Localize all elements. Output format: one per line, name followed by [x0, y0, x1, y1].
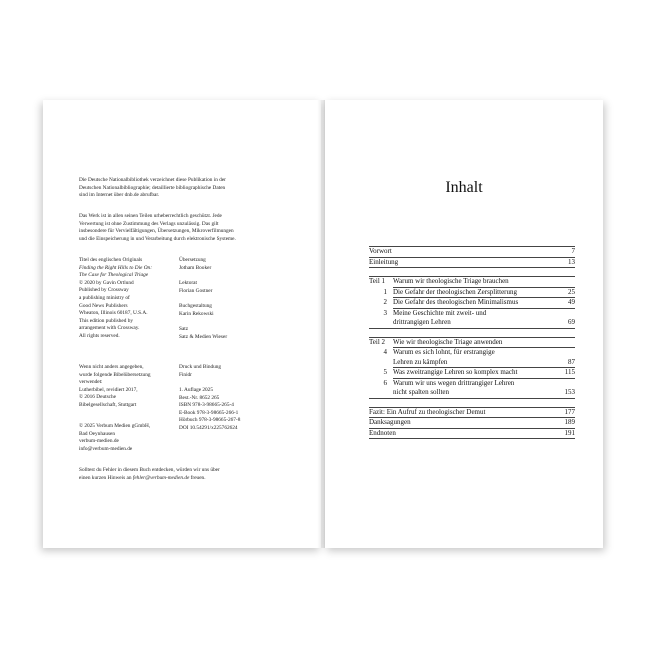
- chapter-number: 6: [383, 378, 387, 387]
- errata-email: fehler@verbum-medien.de: [132, 474, 190, 481]
- toc-page: 49: [568, 298, 575, 306]
- toc-chapter-2: [369, 298, 575, 308]
- toc-entry-preface: [369, 247, 575, 257]
- chapter-title-cont: Lehren zu kämpfen: [393, 357, 448, 366]
- text-line: arrangement with Crossway.: [79, 325, 140, 332]
- toc-entry-endnotes: [369, 429, 575, 439]
- toc-entry-acknowledgements: [369, 418, 575, 428]
- text-line: The Case for Theological Triage: [79, 272, 149, 279]
- text-line: E-Book 978-3-98665-266-1: [179, 409, 239, 416]
- text-line: info@verbum-medien.de: [79, 445, 133, 452]
- toc-page: 69: [568, 318, 575, 326]
- text-line: Bibelgesellschaft, Stuttgart: [79, 401, 137, 408]
- toc-entry-conclusion: [369, 408, 575, 418]
- text-line: a publishing ministry of: [79, 294, 130, 301]
- toc-page: 13: [568, 257, 575, 266]
- table-of-contents: [369, 246, 575, 439]
- text-line: und die Einspeicherung in und Verarbeitung durch elektronische Systeme.: [79, 235, 236, 242]
- text-line: Die Deutsche Nationalbibliothek verzeichnet diese Publikation in der: [79, 177, 226, 183]
- text-line: Buchgestaltung: [179, 303, 212, 309]
- credits-typesetting: [179, 326, 227, 341]
- text-line: Lutherbibel, revidiert 2017,: [79, 386, 138, 393]
- publisher-block: [79, 423, 174, 453]
- chapter-title: Die Gefahr des theologischen Minimalismus: [393, 298, 519, 306]
- text-line: DOI 10.54291/x225762624: [179, 424, 238, 431]
- text-line: verwendet:: [79, 379, 103, 386]
- imprint-para-1: [79, 177, 289, 200]
- chapter-title-cont: nicht spalten sollten: [393, 388, 449, 396]
- part-title: Warum wir theologische Triage brauchen: [393, 277, 509, 285]
- part-title: Wie wir theologische Triage anwenden: [393, 337, 503, 346]
- toc-label: Danksagungen: [369, 418, 411, 426]
- text-line: All rights reserved.: [79, 332, 120, 339]
- divider: [369, 438, 575, 439]
- text-line: Karin Rekowski: [179, 310, 214, 317]
- text-line: insbesondere für Vervielfältigungen, Übersetzungen, Mikroverfilmungen: [79, 228, 234, 235]
- text-line: Florian Gostner: [179, 287, 213, 294]
- toc-page: 25: [568, 287, 575, 296]
- toc-chapter-5: [369, 368, 575, 378]
- toc-chapter-6-cont: [369, 388, 575, 398]
- toc-page: 7: [571, 247, 575, 255]
- part-label: Teil 2: [369, 337, 386, 346]
- part-label: Teil 1: [369, 277, 386, 285]
- toc-chapter-3: [369, 309, 575, 319]
- credits-editing: [179, 280, 212, 295]
- errata-text: einen kurzen Hinweis an: [79, 474, 133, 481]
- chapter-title: Die Gefahr der theologischen Zersplitterung: [393, 287, 518, 296]
- bible-translation-block: [79, 364, 174, 410]
- text-line: [79, 475, 294, 483]
- text-line: ISBN 978-3-98665-265-4: [179, 402, 234, 409]
- text-line: Jotham Booker: [179, 264, 212, 271]
- credits-design: [179, 303, 214, 318]
- text-line: Finding the Right Hills to Die On:: [79, 264, 152, 271]
- toc-chapter-1: [369, 288, 575, 298]
- text-line: Wheaton, Illinois 60187, U.S.A.: [79, 310, 148, 317]
- toc-page: 177: [564, 407, 575, 416]
- toc-chapter-6: [369, 379, 575, 389]
- errata-note: [79, 467, 294, 482]
- toc-part-1: [369, 277, 575, 287]
- chapter-number: 1: [383, 287, 387, 296]
- text-line: Published by Crossway: [79, 287, 129, 294]
- toc-page: 153: [564, 388, 575, 396]
- contents-page: [325, 100, 603, 548]
- toc-page: 115: [564, 368, 575, 376]
- original-title-block: [79, 257, 174, 341]
- toc-label: Vorwort: [369, 247, 392, 255]
- toc-page: 189: [564, 418, 575, 426]
- text-line: Druck und Bindung: [179, 364, 222, 370]
- text-line: wurde folgende Bibelübersetzung: [79, 371, 151, 378]
- text-line: This edition published by: [79, 317, 133, 324]
- chapter-title: Warum es sich lohnt, für erstrangige: [393, 348, 495, 356]
- text-line: Wenn nicht anders angegeben,: [79, 364, 144, 370]
- text-line: © 2020 by Gavin Ortlund: [79, 279, 134, 286]
- text-line: sind im Internet über dnb.de abrufbar.: [79, 192, 160, 199]
- toc-chapter-3-cont: [369, 318, 575, 328]
- toc-chapter-4-cont: [369, 358, 575, 368]
- chapter-number: 2: [383, 298, 387, 306]
- toc-chapter-4: [369, 348, 575, 358]
- imprint-para-2: [79, 213, 299, 243]
- text-line: Übersetzung: [179, 257, 206, 263]
- text-line: Lektorat: [179, 280, 197, 286]
- chapter-title: Meine Geschichte mit zweit- und: [393, 308, 487, 317]
- toc-label: Einleitung: [369, 257, 399, 266]
- credits-printing: [179, 364, 221, 379]
- chapter-title-cont: drittrangigen Lehren: [393, 318, 451, 326]
- toc-label: Fazit: Ein Aufruf zu theologischer Demut: [369, 407, 486, 416]
- chapter-number: 4: [383, 348, 387, 356]
- text-line: Satz: [179, 326, 189, 332]
- text-line: Solltest du Fehler in diesem Buch entdecken, würden wir uns über: [79, 467, 220, 473]
- text-line: Bad Oeynhausen: [79, 430, 116, 437]
- text-line: Finidr: [179, 371, 192, 378]
- errata-text: freuen.: [189, 474, 206, 481]
- page-title: Inhalt: [445, 179, 483, 196]
- chapter-number: 5: [383, 368, 387, 376]
- text-line: © 2025 Verbum Medien gGmbH,: [79, 423, 151, 429]
- text-line: Best.-Nr. 8652 265: [179, 394, 220, 401]
- chapter-title: Warum wir uns wegen drittrangiger Lehren: [393, 378, 515, 387]
- edition-isbn-block: [179, 387, 240, 433]
- toc-label: Endnoten: [369, 428, 396, 437]
- text-line: Titel des englischen Originals: [79, 257, 143, 263]
- toc-part-2: [369, 338, 575, 348]
- chapter-number: 3: [383, 308, 387, 317]
- toc-page: 191: [564, 428, 575, 437]
- credits-translation: [179, 257, 211, 272]
- text-line: verbum-medien.de: [79, 438, 119, 445]
- text-line: © 2016 Deutsche: [79, 394, 116, 401]
- imprint-page: [43, 100, 321, 548]
- text-line: Verwertung ist ohne Zustimmung des Verlags unzulässig. Das gilt: [79, 220, 219, 227]
- text-line: Satz & Medien Wieser: [179, 333, 228, 340]
- text-line: Good News Publishers: [79, 302, 128, 309]
- text-line: 1. Auflage 2025: [179, 387, 213, 393]
- text-line: Deutschen Nationalbibliographie; detaillierte bibliographische Daten: [79, 184, 226, 191]
- text-line: Hörbuch 978-3-98665-267-8: [179, 417, 241, 424]
- toc-entry-introduction: [369, 258, 575, 268]
- chapter-title: Was zweitrangige Lehren so komplex macht: [393, 368, 518, 376]
- toc-page: 87: [568, 357, 575, 366]
- text-line: Das Werk ist in allen seinen Teilen urheberrechtlich geschützt. Jede: [79, 213, 222, 219]
